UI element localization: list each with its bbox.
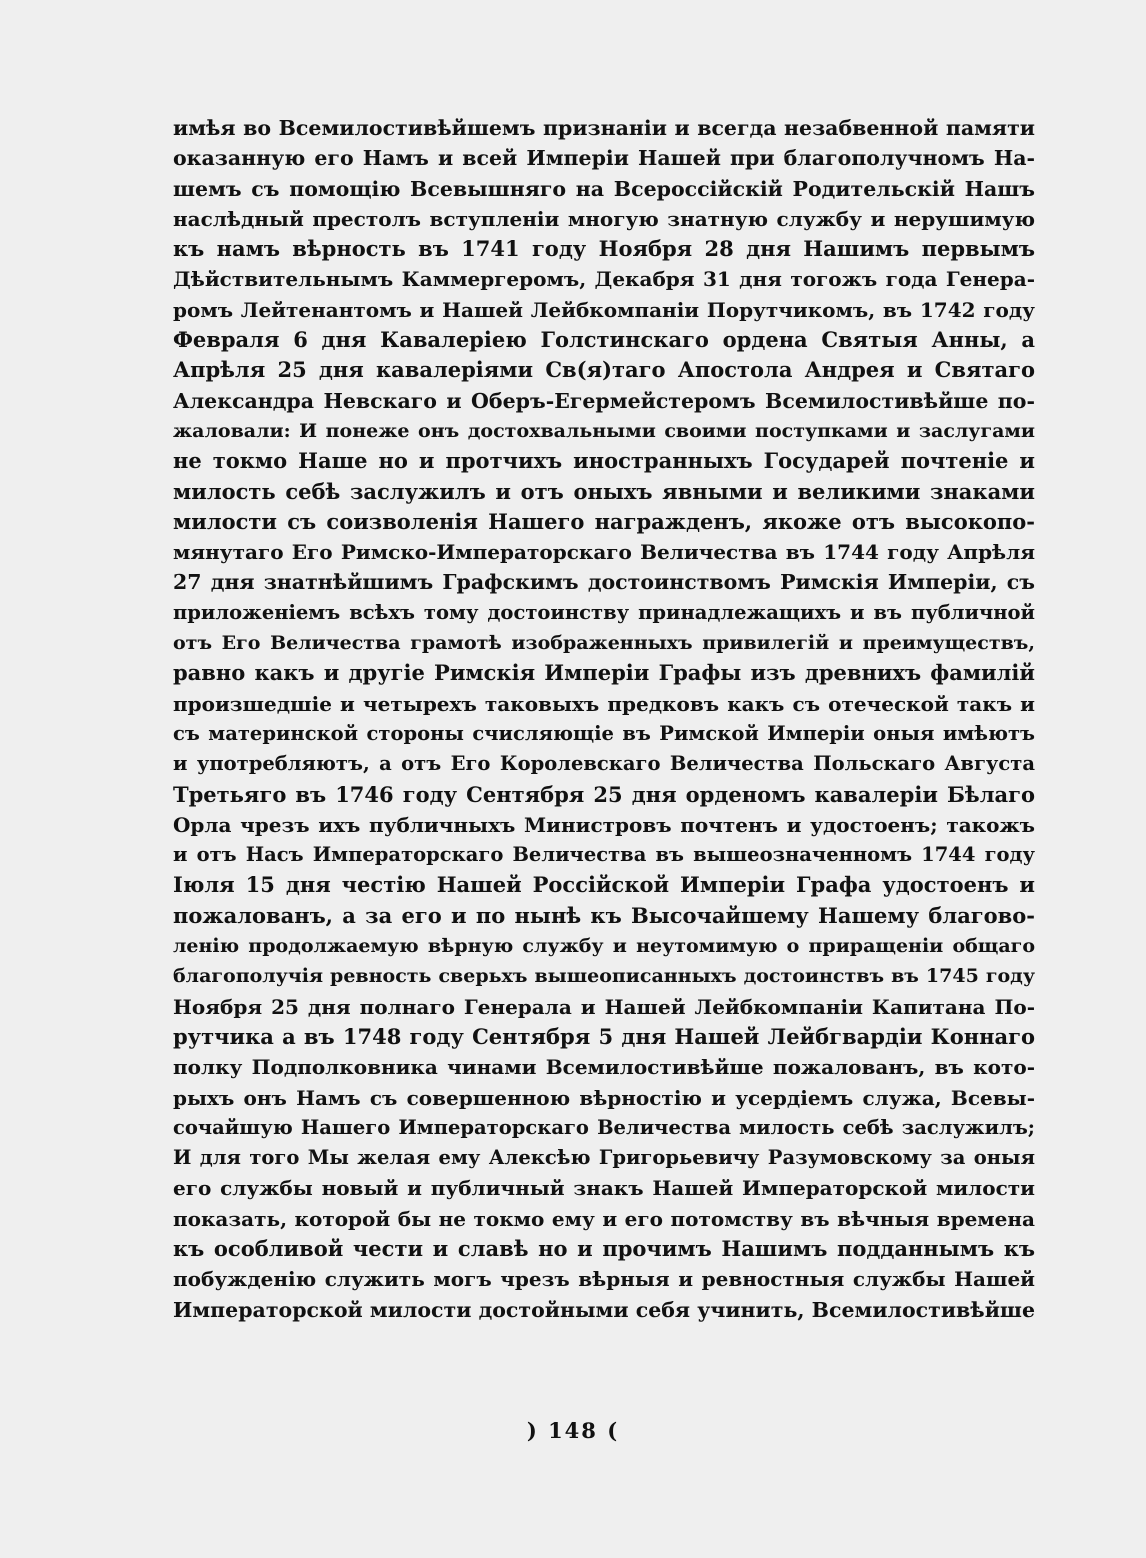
text-line: жаловали: И понеже онъ достохвальными своими поступками и заслугами (173, 419, 1035, 442)
text-line: Третьяго въ 1746 году Сентября 25 дня орденомъ кавалеріи Бѣлаго (173, 781, 1035, 807)
text-line: Александра Невскаго и Оберъ-Егермейстеромъ Всемилостивѣйше по- (173, 388, 1035, 413)
text-line: побужденію служить могъ чрезъ вѣрныя и ревностныя службы Нашей (173, 1267, 1035, 1292)
text-line: пожалованъ, а за его и по нынѣ къ Высочайшему Нашему благово- (173, 902, 1035, 928)
text-line: полку Подполковника чинами Всемилостивѣйше пожалованъ, въ кото- (173, 1055, 1035, 1080)
text-line: рутчика а въ 1748 году Сентября 5 дня Нашей Лейбгвардіи Коннаго (173, 1023, 1035, 1049)
text-line: ромъ Лейтенантомъ и Нашей Лейбкомпаніи Порутчикомъ, въ 1742 году (173, 297, 1035, 322)
text-line: его службы новый и публичный знакъ Нашей Императорской милости (173, 1176, 1035, 1201)
text-line: и отъ Насъ Императорскаго Величества въ вышеозначенномъ 1744 году (173, 843, 1035, 867)
text-line: Дѣйствительнымъ Каммергеромъ, Декабря 31 дня тогожъ года Генера- (173, 267, 1035, 292)
text-line: 27 дня знатнѣйшимъ Графскимъ достоинствомъ Римскія Имперіи, съ (173, 570, 1035, 595)
text-line: шемъ съ помощію Всевышняго на Всероссійскій Родительскій Нашъ (173, 176, 1035, 201)
text-line: имѣя во Всемилостивѣйшемъ признаніи и всегда незабвенной памяти (173, 116, 1035, 140)
text-line: Императорской милости достойными себя учинить, Всемилостивѣйше (173, 1297, 1035, 1322)
text-line: ленію продолжаемую вѣрную службу и неутомимую о приращеніи общаго (173, 935, 1035, 958)
text-line: благополучія ревность сверьхъ вышеописанныхъ достоинствъ въ 1745 году (173, 965, 1035, 988)
body-text (173, 113, 1035, 1325)
text-line: показать, которой бы не токмо ему и его потомству въ вѣчныя времена (173, 1206, 1035, 1231)
text-line: мянутаго Его Римско-Императорскаго Величества въ 1744 году Апрѣля (173, 540, 1035, 565)
text-line: Іюля 15 дня честію Нашей Россійской Имперіи Графа удостоенъ и (173, 872, 1035, 898)
text-line: сочайшую Нашего Императорскаго Величества милость себѣ заслужилъ; (173, 1115, 1035, 1139)
text-line: съ материнской стороны счисляющіе въ Римской Имперіи оныя имѣютъ (173, 721, 1035, 745)
page-number: ) 148 ( (526, 1418, 620, 1443)
text-line: И для того Мы желая ему Алексѣю Григорьевичу Разумовскому за оныя (173, 1146, 1035, 1170)
text-line: приложеніемъ всѣхъ тому достоинству принадлежащихъ и въ публичной (173, 600, 1035, 624)
text-line: къ особливой чести и славѣ но и прочимъ Нашимъ подданнымъ къ (173, 1235, 1035, 1261)
text-line: равно какъ и другіе Римскія Имперіи Графы изъ древнихъ фамилій (173, 660, 1035, 686)
text-line: Ноября 25 дня полнаго Генерала и Нашей Лейбкомпаніи Капитана По- (173, 994, 1035, 1019)
text-line: не токмо Наше но и протчихъ иностранныхъ Государей почтеніе и (173, 448, 1035, 474)
text-line: Апрѣля 25 дня кавалеріями Св(я)таго Апостола Андрея и Святаго (173, 357, 1035, 383)
text-line: Февраля 6 дня Кавалеріею Голстинскаго ордена Святыя Анны, а (173, 327, 1035, 353)
text-line: и употребляютъ, а отъ Его Королевскаго Величества Польскаго Августа (173, 752, 1035, 776)
text-line: отъ Его Величества грамотѣ изображенныхъ привилегій и преимуществъ, (173, 632, 1035, 655)
text-line: милость себѣ заслужилъ и отъ оныхъ явными и великими знаками (173, 478, 1035, 504)
text-line: къ намъ вѣрность въ 1741 году Ноября 28 дня Нашимъ первымъ (173, 236, 1035, 262)
text-line: рыхъ онъ Намъ съ совершенною вѣрностію и усердіемъ служа, Всевы- (173, 1085, 1035, 1110)
text-line: наслѣдный престолъ вступленіи многую знатную службу и нерушимую (173, 206, 1035, 231)
text-line: оказанную его Намъ и всей Имперіи Нашей при благополучномъ На- (173, 146, 1035, 171)
text-line: милости съ соизволенія Нашего награжденъ, якоже отъ высокопо- (173, 508, 1035, 534)
text-line: Орла чрезъ ихъ публичныхъ Министровъ почтенъ и удостоенъ; такожъ (173, 812, 1035, 837)
text-line: произшедшіе и четырехъ таковыхъ предковъ какъ съ отеческой такъ и (173, 691, 1035, 716)
